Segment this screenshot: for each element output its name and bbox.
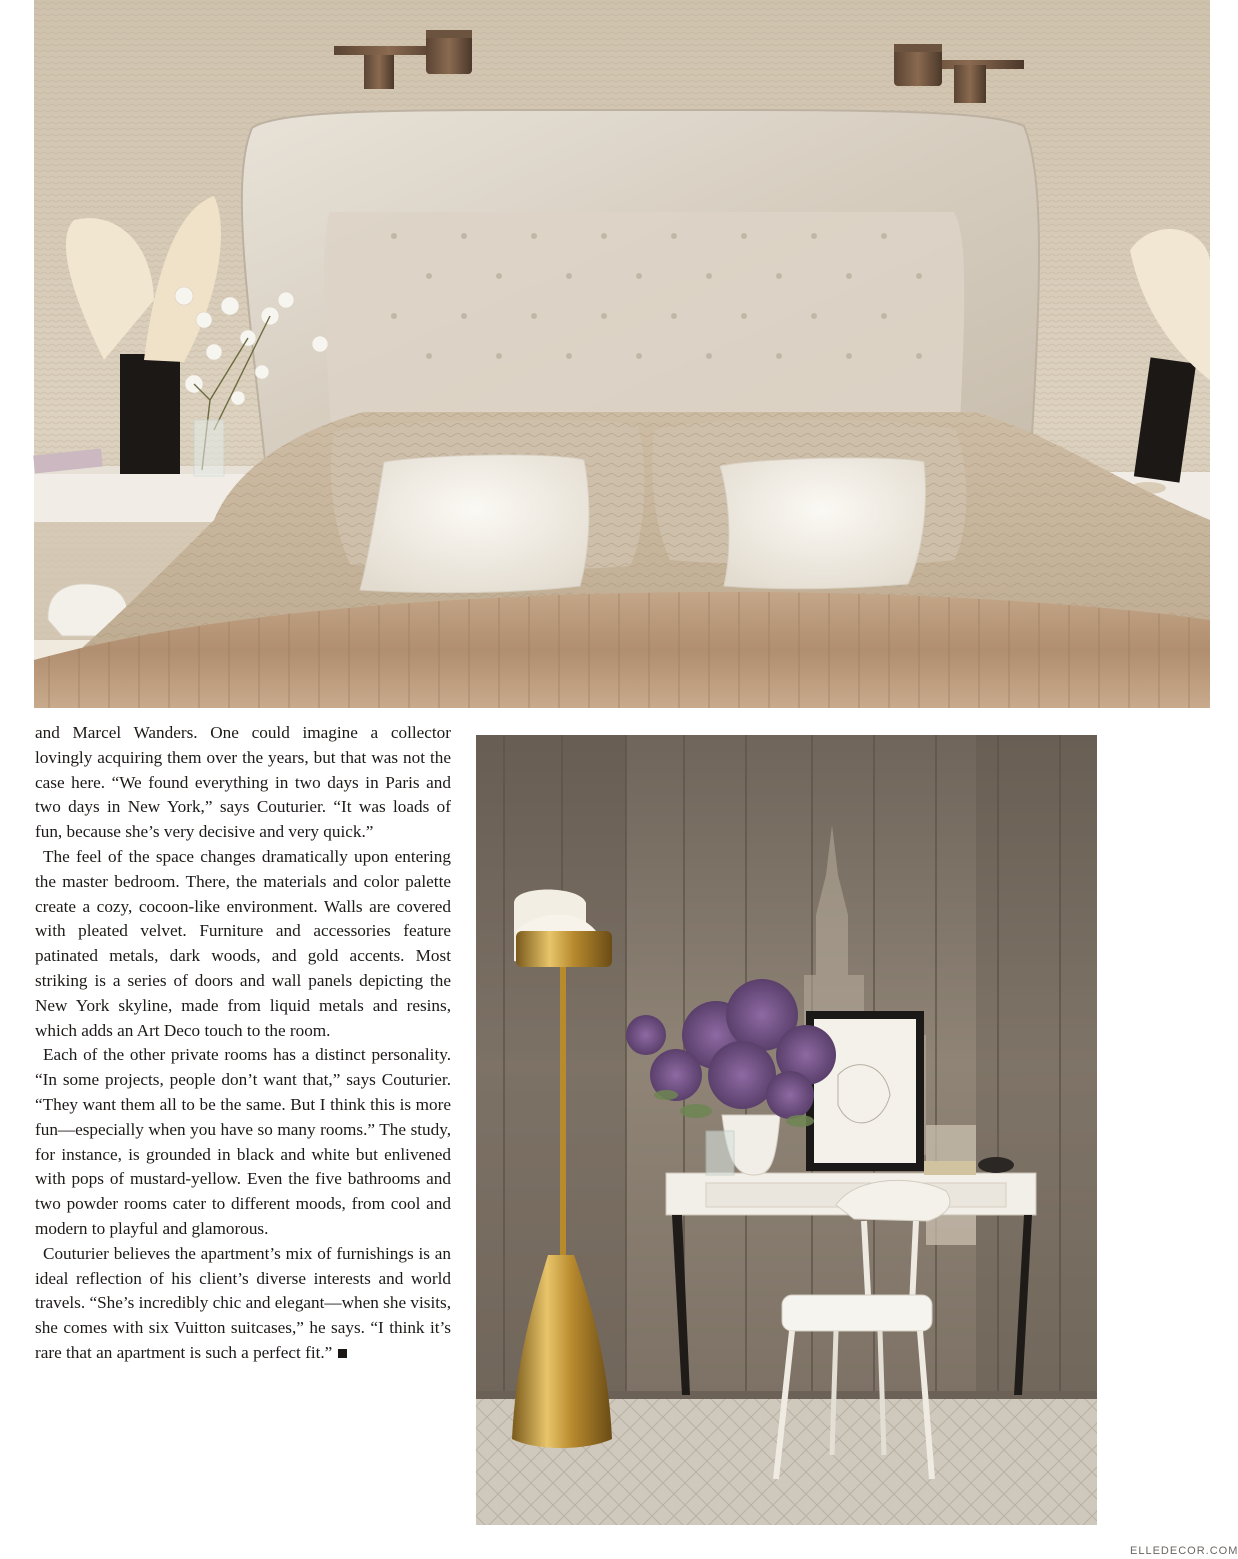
page-folio: ELLEDECOR.COM [1130,1545,1238,1557]
end-of-article-mark [338,1349,347,1358]
article-body [35,721,451,1366]
paragraph-text: The feel of the space changes dramatically upon entering the master bedroom. There, the materials and color palette create a cozy, cocoon-like environment. Walls are covered with pleated velvet. Furniture and accessories feature patinated metals, dark woods, and gold accents. Most striking is a series of doors and wall panels depicting the New York skyline, made from liquid metals and resins, which adds an Art Deco touch to the room. [35,846,451,1040]
bedroom-photo [34,0,1210,708]
article-paragraph [35,721,451,845]
paragraph-text: and Marcel Wanders. One could imagine a collector lovingly acquiring them over the years, but that was not the case here. “We found everything in two days in Paris and two days in New York,” says Couturier. “It was loads of fun, because she’s very decisive and very quick.” [35,723,451,842]
paragraph-text: Each of the other private rooms has a distinct personality. “In some projects, people don’t want that,” says Couturier. “They want them all to be the same. But I think this is more fun—especially when you have so many rooms.” The study, for instance, is grounded in black and white but enlivened with pops of mustard-yellow. Even the five bathrooms and two powder rooms cater to different moods, from cool and modern to playful and glamorous. [35,1045,451,1238]
paragraph-text: Couturier believes the apartment’s mix of furnishings is an ideal reflection of his client’s diverse interests and world travels. “She’s incredibly chic and elegant—when she visits, she comes with six Vuitton suitcases,” he says. “I think it’s rare that an apartment is such a perfect fit.” [35,1243,451,1362]
article-paragraph [35,1242,451,1366]
article-paragraph [35,1043,451,1241]
study-photo [476,735,1097,1525]
article-paragraph [35,845,451,1043]
